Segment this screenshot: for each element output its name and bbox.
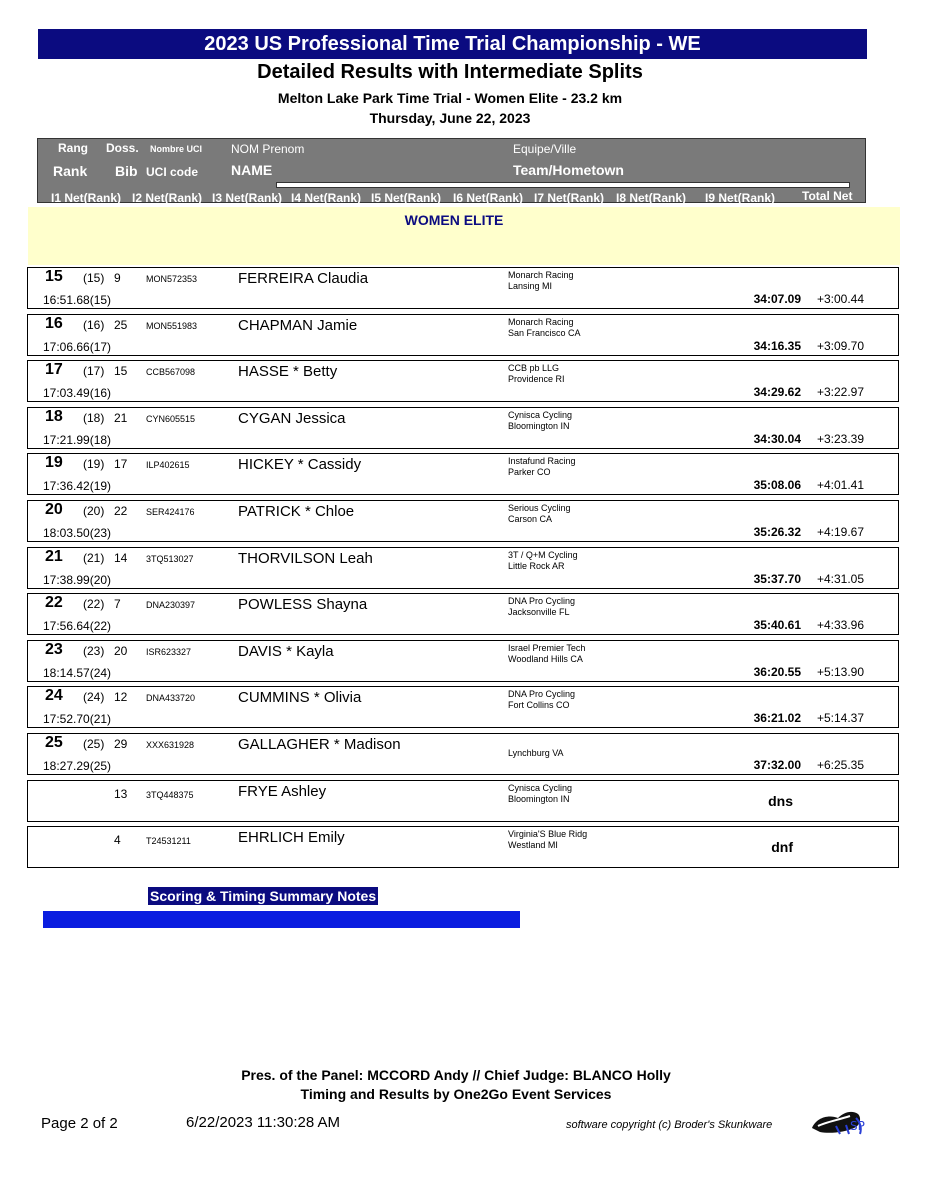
time-gap: +3:00.44: [816, 292, 864, 306]
header-nombre-uci: Nombre UCI: [150, 144, 203, 154]
bib-number: 17: [114, 457, 128, 471]
uci-code: MON572353: [146, 274, 198, 284]
rider-name: PATRICK * Chloe: [238, 503, 355, 520]
rank: 22: [45, 594, 63, 611]
rider-name: FRYE Ashley: [238, 783, 327, 800]
team-name: DNA Pro Cycling: [508, 689, 576, 699]
header-split-i6: I6 Net(Rank): [453, 191, 524, 205]
rider-name: CHAPMAN Jamie: [238, 317, 358, 334]
hometown: Lansing MI: [508, 281, 553, 291]
total-time: 35:37.70: [753, 572, 801, 586]
result-row: [27, 733, 899, 775]
officials-line: Pres. of the Panel: MCCORD Andy // Chief Judge: BLANCO Holly: [241, 1067, 671, 1083]
uci-code: ILP402615: [146, 460, 190, 470]
rank: 16: [45, 315, 63, 332]
bib-number: 29: [114, 737, 128, 751]
rank: 21: [45, 548, 63, 565]
total-time: 35:08.06: [753, 478, 801, 492]
column-header: [37, 138, 866, 203]
total-time: 36:20.55: [753, 665, 801, 679]
team-name: Cynisca Cycling: [508, 410, 573, 420]
uci-code: CCB567098: [146, 367, 196, 377]
team-name: Monarch Racing: [508, 317, 574, 327]
split-i1: 18:14.57(24): [43, 666, 112, 680]
team-name: Virginia'S Blue Ridg: [508, 829, 588, 839]
header-split-i3: I3 Net(Rank): [212, 191, 283, 205]
provisional-rank: (15): [83, 271, 105, 285]
result-row: [27, 547, 899, 589]
hometown: Jacksonville FL: [508, 607, 570, 617]
time-gap: +5:13.90: [816, 665, 864, 679]
time-gap: +3:23.39: [816, 432, 864, 446]
uci-code: DNA433720: [146, 693, 196, 703]
split-i1: 17:06.66(17): [43, 340, 112, 354]
provisional-rank: (23): [83, 644, 105, 658]
rider-name: EHRLICH Emily: [238, 829, 345, 846]
team-name: Serious Cycling: [508, 503, 571, 513]
page-title: 2023 US Professional Time Trial Championship - WE: [38, 29, 867, 59]
rider-name: GALLAGHER * Madison: [238, 736, 401, 753]
bib-number: 4: [114, 833, 121, 847]
uci-code: XXX631928: [146, 740, 195, 750]
result-status: dns: [768, 793, 793, 809]
header-doss: Doss.: [106, 141, 139, 155]
split-i1: 17:56.64(22): [43, 619, 112, 633]
race-name: Melton Lake Park Time Trial - Women Elite - 23.2 km: [277, 90, 623, 106]
header-team-hometown: Team/Hometown: [513, 162, 624, 178]
time-gap: +4:31.05: [816, 572, 864, 586]
bib-number: 22: [114, 504, 128, 518]
rider-name: HASSE * Betty: [238, 363, 338, 380]
hometown: Bloomington IN: [508, 794, 570, 804]
time-gap: +3:09.70: [816, 339, 864, 353]
bib-number: 13: [114, 787, 128, 801]
hometown: Westland MI: [508, 840, 558, 850]
uci-code: 3TQ448375: [146, 790, 194, 800]
rider-name: DAVIS * Kayla: [238, 643, 334, 660]
split-i1: 17:52.70(21): [43, 712, 112, 726]
rank: 19: [45, 454, 63, 471]
rank: 18: [45, 408, 63, 425]
provisional-rank: (20): [83, 504, 105, 518]
header-bib: Bib: [115, 163, 138, 179]
total-time: 35:26.32: [753, 525, 801, 539]
time-gap: +4:33.96: [816, 618, 864, 632]
category-label: WOMEN ELITE: [404, 212, 504, 228]
hometown: Lynchburg VA: [508, 748, 564, 758]
total-time: 37:32.00: [753, 758, 801, 772]
result-row: [27, 267, 899, 309]
bib-number: 15: [114, 364, 128, 378]
hometown: Carson CA: [508, 514, 553, 524]
bib-number: 14: [114, 551, 128, 565]
total-time: 35:40.61: [753, 618, 801, 632]
software-copyright: software copyright (c) Broder's Skunkware: [566, 1119, 773, 1131]
hometown: San Francisco CA: [508, 328, 581, 338]
team-name: Cynisca Cycling: [508, 783, 573, 793]
time-gap: +5:14.37: [816, 711, 864, 725]
header-name: NAME: [231, 162, 273, 178]
uci-code: CYN605515: [146, 414, 196, 424]
page-number: Page 2 of 2: [41, 1115, 118, 1132]
provisional-rank: (25): [83, 737, 105, 751]
team-name: Israel Premier Tech: [508, 643, 586, 653]
rider-name: FERREIRA Claudia: [238, 270, 369, 287]
header-uci-code: UCI code: [146, 165, 199, 179]
total-time: 36:21.02: [753, 711, 801, 725]
header-equipe-ville: Equipe/Ville: [513, 142, 577, 156]
split-i1: 18:27.29(25): [43, 759, 112, 773]
print-timestamp: 6/22/2023 11:30:28 AM: [186, 1114, 341, 1131]
hometown: Woodland Hills CA: [508, 654, 583, 664]
time-gap: +6:25.35: [816, 758, 864, 772]
result-status: dnf: [771, 839, 793, 855]
time-gap: +3:22.97: [816, 385, 864, 399]
skunk-logo-icon: [806, 1104, 866, 1140]
result-row: [27, 640, 899, 682]
rank: 17: [45, 361, 63, 378]
result-row: [27, 500, 899, 542]
rider-name: CYGAN Jessica: [238, 410, 346, 427]
race-date: Thursday, June 22, 2023: [369, 110, 531, 126]
split-i1: 17:38.99(20): [43, 573, 112, 587]
rider-name: CUMMINS * Olivia: [238, 689, 362, 706]
header-nom-prenom: NOM Prenom: [231, 142, 305, 156]
result-row: [27, 686, 899, 728]
uci-code: 3TQ513027: [146, 554, 194, 564]
total-time: 34:16.35: [753, 339, 801, 353]
header-split-i7: I7 Net(Rank): [534, 191, 605, 205]
team-name: CCB pb LLG: [508, 363, 560, 373]
time-gap: +4:19.67: [816, 525, 864, 539]
timing-credit: Timing and Results by One2Go Event Services: [300, 1086, 612, 1102]
rider-name: THORVILSON Leah: [238, 550, 373, 567]
bib-number: 9: [114, 271, 121, 285]
uci-code: ISR623327: [146, 647, 192, 657]
total-time: 34:29.62: [753, 385, 801, 399]
rank: 24: [45, 687, 63, 704]
result-row: [27, 593, 899, 635]
split-i1: 17:03.49(16): [43, 386, 112, 400]
uci-code: T24531211: [146, 836, 191, 846]
team-name: DNA Pro Cycling: [508, 596, 576, 606]
hometown: Little Rock AR: [508, 561, 565, 571]
total-time: 34:30.04: [753, 432, 801, 446]
provisional-rank: (21): [83, 551, 105, 565]
header-split-i4: I4 Net(Rank): [291, 191, 362, 205]
team-name: Monarch Racing: [508, 270, 574, 280]
hometown: Bloomington IN: [508, 421, 570, 431]
report-subtitle: Detailed Results with Intermediate Splits: [257, 61, 643, 83]
team-name: 3T / Q+M Cycling: [508, 550, 578, 560]
rank: 23: [45, 641, 63, 658]
notes-label: Scoring & Timing Summary Notes: [150, 888, 377, 904]
result-row: [27, 407, 899, 449]
provisional-rank: (24): [83, 690, 105, 704]
notes-bar: [43, 911, 520, 928]
header-rule: [276, 182, 850, 188]
time-gap: +4:01.41: [816, 478, 864, 492]
header-rank: Rank: [53, 163, 88, 179]
team-name: Instafund Racing: [508, 456, 576, 466]
rider-name: HICKEY * Cassidy: [238, 456, 362, 473]
result-row: [27, 360, 899, 402]
rank: 15: [45, 268, 63, 285]
provisional-rank: (22): [83, 597, 105, 611]
total-time: 34:07.09: [753, 292, 801, 306]
hometown: Providence RI: [508, 374, 565, 384]
bib-number: 25: [114, 318, 128, 332]
header-split-i8: I8 Net(Rank): [616, 191, 687, 205]
uci-code: DNA230397: [146, 600, 196, 610]
header-split-i9: I9 Net(Rank): [705, 191, 776, 205]
bib-number: 7: [114, 597, 121, 611]
result-row: [27, 314, 899, 356]
uci-code: MON551983: [146, 321, 198, 331]
bib-number: 21: [114, 411, 128, 425]
provisional-rank: (16): [83, 318, 105, 332]
bib-number: 12: [114, 690, 128, 704]
rank: 20: [45, 501, 63, 518]
rank: 25: [45, 734, 63, 751]
header-total-net: Total Net: [802, 189, 853, 203]
provisional-rank: (18): [83, 411, 105, 425]
non-finisher-row: [27, 780, 899, 822]
split-i1: 18:03.50(23): [43, 526, 112, 540]
header-split-i2: I2 Net(Rank): [132, 191, 203, 205]
svg-text:SP: SP: [850, 1119, 865, 1133]
hometown: Fort Collins CO: [508, 700, 570, 710]
provisional-rank: (19): [83, 457, 105, 471]
rider-name: POWLESS Shayna: [238, 596, 368, 613]
bib-number: 20: [114, 644, 128, 658]
split-i1: 17:21.99(18): [43, 433, 112, 447]
split-i1: 17:36.42(19): [43, 479, 112, 493]
header-split-i5: I5 Net(Rank): [371, 191, 442, 205]
result-row: [27, 453, 899, 495]
header-split-i1: I1 Net(Rank): [51, 191, 122, 205]
uci-code: SER424176: [146, 507, 195, 517]
hometown: Parker CO: [508, 467, 551, 477]
non-finisher-row: [27, 826, 899, 868]
provisional-rank: (17): [83, 364, 105, 378]
header-rang: Rang: [58, 141, 88, 155]
split-i1: 16:51.68(15): [43, 293, 112, 307]
